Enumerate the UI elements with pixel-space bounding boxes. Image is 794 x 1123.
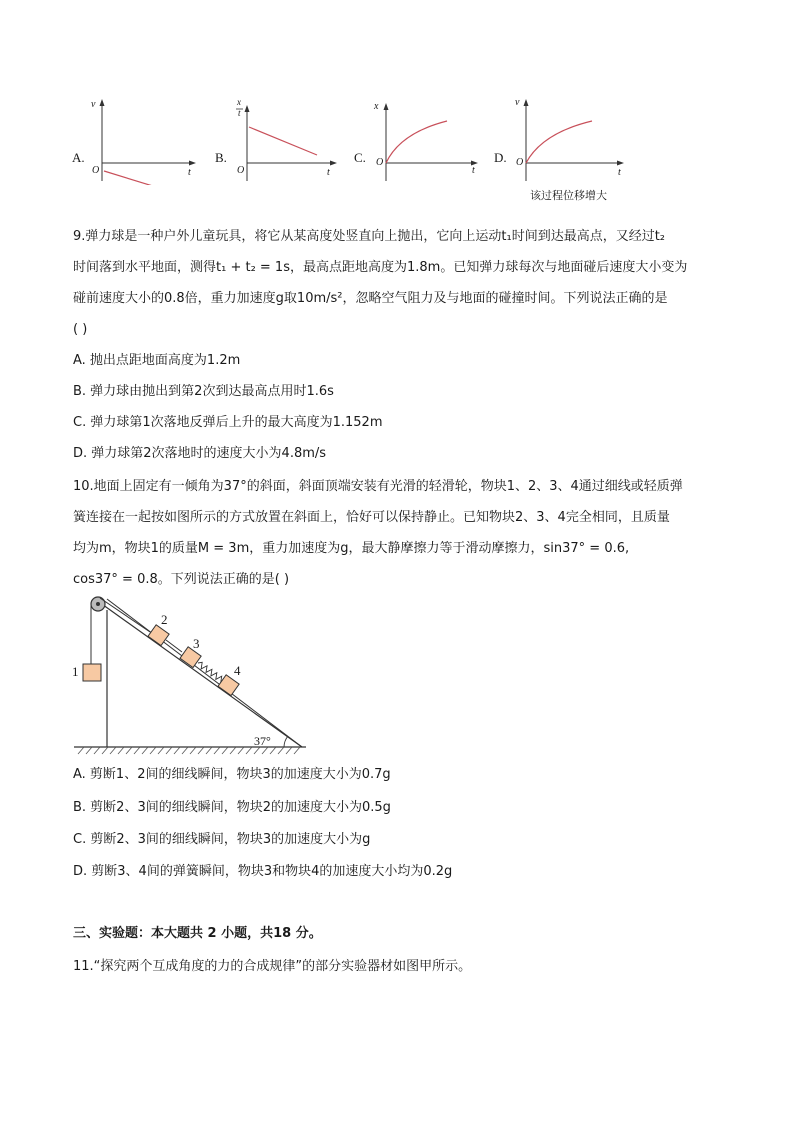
q9-option-a: A. 抛出点距地面高度为1.2m (73, 353, 241, 368)
graph-c-curve (386, 121, 447, 163)
graph-c (352, 95, 482, 185)
graph-c-y-axis: x (374, 101, 379, 112)
graph-c-origin: O (376, 157, 384, 168)
graph-c-plot (352, 95, 482, 185)
graph-b-label: B. (215, 150, 227, 165)
q10-figure (70, 592, 320, 757)
graph-a-origin: O (92, 165, 100, 176)
q9-option-c: C. 弹力球第1次落地反弹后上升的最大高度为1.152m (73, 415, 383, 430)
graph-d-curve (526, 121, 592, 163)
block-3-label: 3 (193, 636, 200, 651)
graph-b (213, 95, 343, 185)
q9-line-2: 时间落到水平地面，测得t₁ + t₂ = 1s，最高点距地高度为1.8m。已知弹力球每次与地面碰后速度大小变为 (73, 260, 688, 275)
graph-a (70, 95, 200, 185)
q9-answer-paren: ( ) (73, 322, 88, 337)
q10-option-c: C. 剪断2、3间的细线瞬间，物块3的加速度大小为g (73, 832, 371, 847)
angle-label: 37° (254, 734, 271, 748)
graph-b-y-axis-den: t (238, 108, 241, 118)
q9-line-3: 碰前速度大小的0.8倍，重力加速度g取10m/s²，忽略空气阻力及与地面的碰撞时间。下列说法正确的是 (73, 291, 668, 306)
q9-line-1: 9.弹力球是一种户外儿童玩具，将它从某高度处竖直向上抛出，它向上运动t₁时间到达最高点，又经过t₂ (73, 229, 666, 244)
angle-arc (284, 736, 288, 747)
q9-option-b: B. 弹力球由抛出到第2次到达最高点用时1.6s (73, 384, 334, 399)
block-2-label: 2 (161, 612, 168, 627)
block-4-label: 4 (234, 663, 241, 678)
q10-option-b: B. 剪断2、3间的细线瞬间，物块2的加速度大小为0.5g (73, 800, 391, 815)
graph-d-caption: 该过程位移增大 (530, 189, 607, 202)
q10-line-1: 10.地面上固定有一倾角为37°的斜面，斜面顶端安装有光滑的轻滑轮，物块1、2、3、4通过细线或轻质弹 (73, 479, 683, 494)
graph-b-y-axis-num: x (237, 97, 241, 107)
section-3-heading: 三、实验题：本大题共 2 小题，共18 分。 (73, 926, 322, 941)
q10-option-d: D. 剪断3、4间的弹簧瞬间，物块3和物块4的加速度大小均为0.2g (73, 864, 453, 879)
q10-line-2: 簧连接在一起按如图所示的方式放置在斜面上，恰好可以保持静止。已知物块2、3、4完全相同，且质量 (73, 510, 670, 525)
graph-b-plot (213, 95, 343, 185)
graph-c-label: C. (354, 150, 366, 165)
graph-b-x-axis: t (327, 167, 330, 178)
graph-d-origin: O (516, 157, 524, 168)
block-1 (83, 664, 101, 681)
graph-d (492, 95, 632, 205)
q9-option-d: D. 弹力球第2次落地时的速度大小为4.8m/s (73, 446, 327, 461)
q10-option-a: A. 剪断1、2间的细线瞬间，物块3的加速度大小为0.7g (73, 767, 391, 782)
graph-a-x-axis: t (188, 167, 191, 178)
graph-b-line (249, 127, 317, 155)
graph-c-x-axis: t (472, 165, 475, 176)
graph-d-plot (492, 95, 632, 185)
q11-line-1: 11.“探究两个互成角度的力的合成规律”的部分实验器材如图甲所示。 (73, 959, 472, 974)
graph-a-y-axis: v (91, 99, 96, 110)
q10-line-3: 均为m，物块1的质量M = 3m，重力加速度为g，最大静摩擦力等于滑动摩擦力，sin37° = 0.6, (73, 541, 630, 556)
incline-diagram (70, 592, 320, 757)
graph-d-y-axis: v (515, 97, 520, 108)
graph-b-origin: O (237, 165, 245, 176)
graph-d-label: D. (494, 150, 507, 165)
spring (196, 661, 226, 684)
block-1-label: 1 (72, 664, 79, 679)
incline-surface (99, 602, 302, 747)
graph-a-line (104, 171, 182, 185)
graph-a-label: A. (72, 150, 85, 165)
graph-a-plot (70, 95, 200, 185)
q10-line-4: cos37° = 0.8。下列说法正确的是( ) (73, 572, 290, 587)
graph-d-x-axis: t (618, 167, 621, 178)
